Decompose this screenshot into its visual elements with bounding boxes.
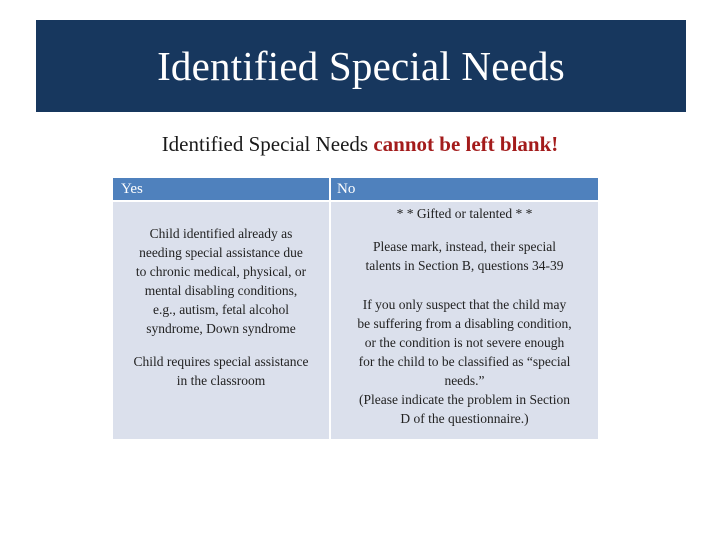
yes-line: e.g., autism, fetal alcohol [152,302,290,317]
needs-table [113,178,598,439]
yes-line: needing special assistance due [139,245,303,260]
yes-line: mental disabling conditions, [144,283,298,298]
yes-line: syndrome, Down syndrome [146,321,296,336]
yes-line: in the classroom [176,373,266,388]
yes-description [113,224,329,338]
no-line: D of the questionnaire.) [400,411,529,426]
header-yes: Yes [113,178,329,200]
yes-line: Child requires special assistance [133,354,309,369]
yes-line: to chronic medical, physical, or [135,264,307,279]
yes-line: Child identified already as [149,226,293,241]
no-line: talents in Section B, questions 34-39 [365,258,564,273]
yes-classroom [113,352,329,390]
no-line: or the condition is not severe enough [364,335,565,350]
no-line: Please mark, instead, their special [373,239,556,254]
title-banner [36,20,686,112]
no-cell [331,202,598,439]
no-line: (Please indicate the problem in Section [358,392,571,407]
no-line: If you only suspect that the child may [362,297,567,312]
subtitle-text: Identified Special Needs [161,132,374,156]
no-suspect-instruction [331,295,598,428]
subtitle [0,132,720,157]
no-line: be suffering from a disabling condition, [357,316,572,331]
page-title: Identified Special Needs [157,43,565,89]
no-line: * * Gifted or talented * * [396,206,533,221]
yes-cell [113,202,329,439]
no-line: for the child to be classified as “special [358,354,571,369]
no-line: needs.” [444,373,485,388]
no-gifted-instruction [331,237,598,275]
no-gifted-heading [331,204,598,223]
header-no: No [331,178,598,200]
subtitle-warning: cannot be left blank! [373,132,559,156]
